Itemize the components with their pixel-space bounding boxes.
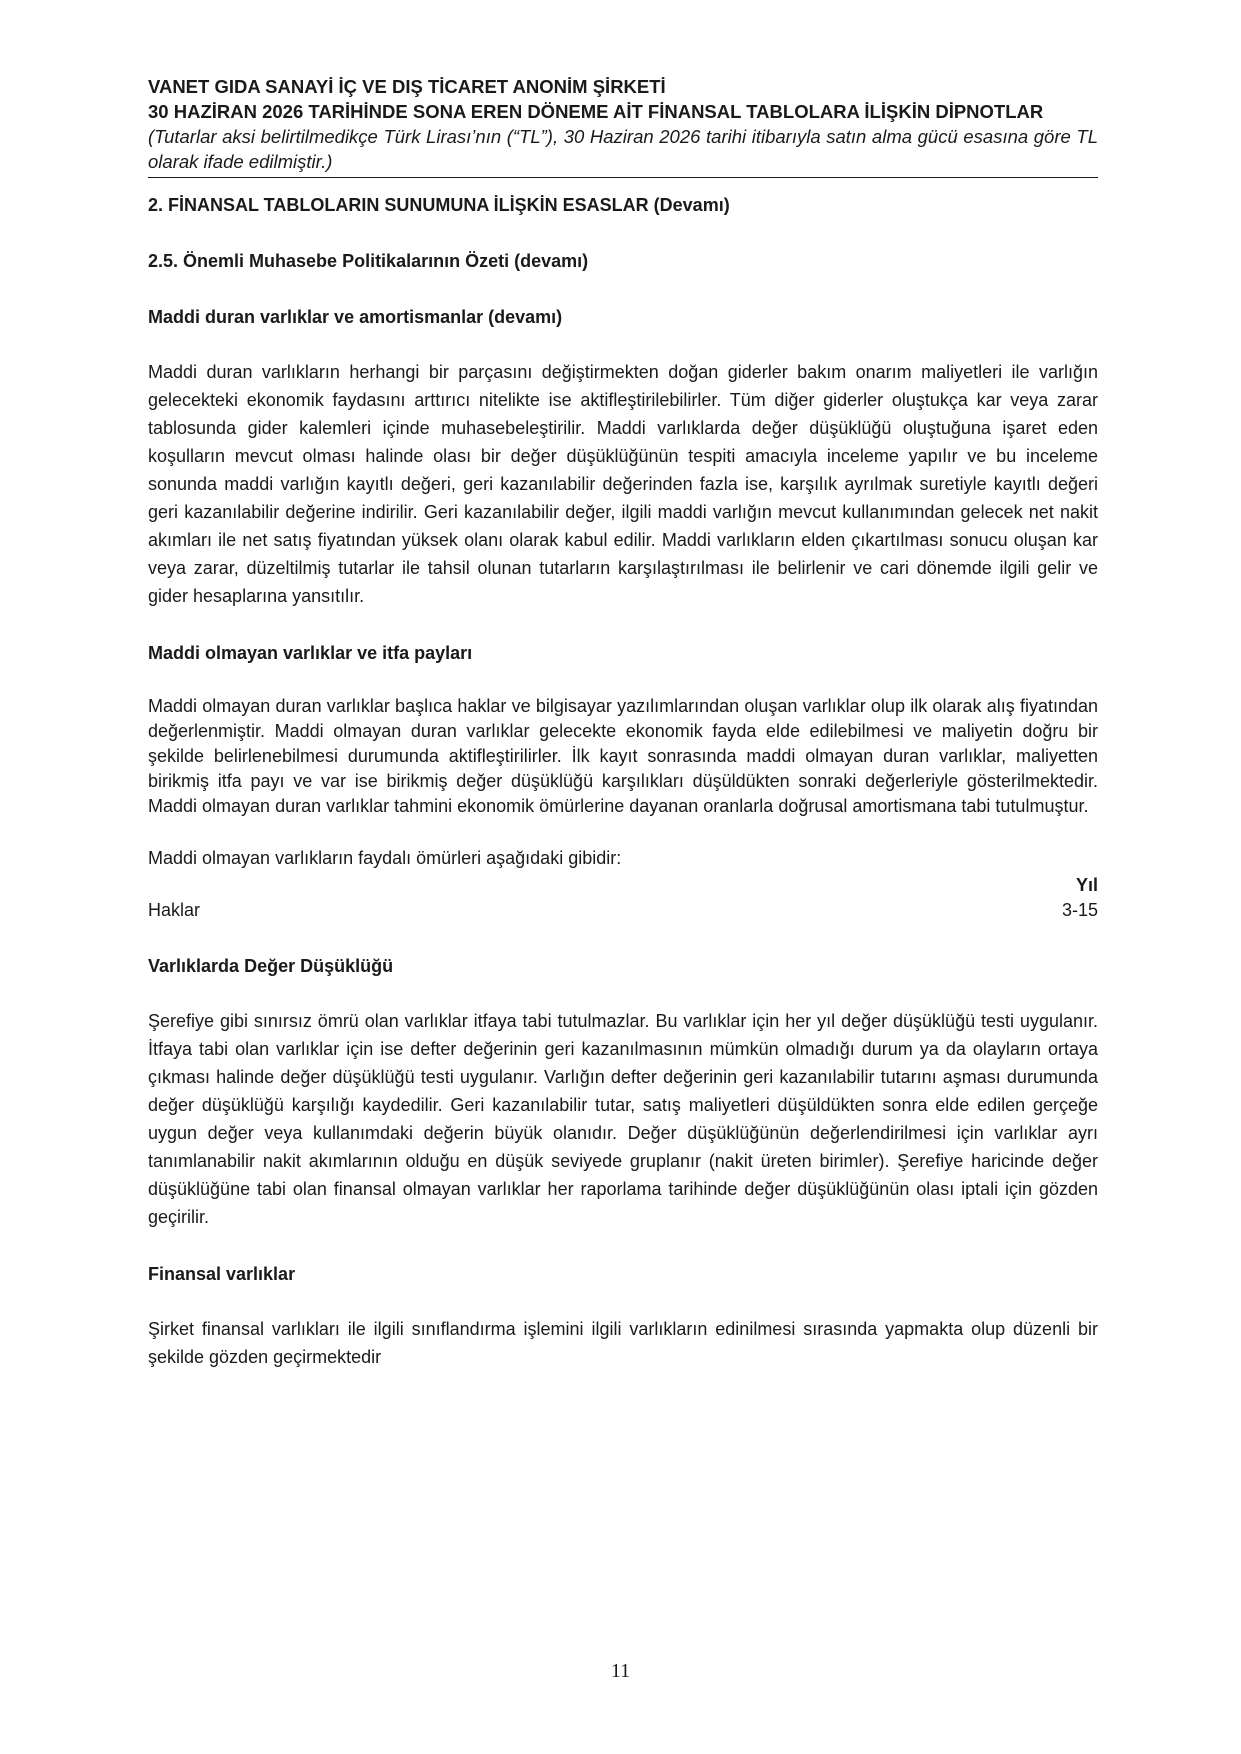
page-number: 11	[610, 1660, 631, 1682]
tangible-assets-title: Maddi duran varlıklar ve amortismanlar (devamı)	[148, 307, 563, 327]
page-header	[148, 74, 1098, 178]
section-title: 2. FİNANSAL TABLOLARIN SUNUMUNA İLİŞKİN ESASLAR (Devamı)	[148, 195, 730, 215]
financial-assets-title: Finansal varlıklar	[148, 1264, 296, 1284]
company-name: VANET GIDA SANAYİ İÇ VE DIŞ TİCARET ANONİM ŞİRKETİ	[148, 76, 666, 97]
intangible-assets-title: Maddi olmayan varlıklar ve itfa payları	[148, 643, 473, 663]
impairment-title: Varlıklarda Değer Düşüklüğü	[148, 956, 394, 976]
useful-lives-table	[148, 873, 1098, 923]
subsection-title: 2.5. Önemli Muhasebe Politikalarının Özeti (devamı)	[148, 251, 589, 271]
useful-lives-header-year: Yıl	[1075, 875, 1098, 895]
useful-lives-item: Haklar	[148, 900, 201, 920]
report-title: 30 HAZİRAN 2026 TARİHİNDE SONA EREN DÖNEME AİT FİNANSAL TABLOLARA İLİŞKİN DİPNOTLAR	[148, 101, 1044, 122]
useful-lives-years: 3-15	[1061, 900, 1098, 920]
intangible-assets-text: Maddi olmayan duran varlıklar başlıca haklar ve bilgisayar yazılımlarından oluşan varlıklar olup ilk olarak alış fiyatından değerlenmiştir. Maddi olmayan duran varlıklar gelecekte ekonomik fayda elde edilebilmesi ve maliyetin doğru bir şekilde belirlenebilmesi durumunda aktifleştirilirler. İlk kayıt sonrasında maddi olmayan duran varlıklar, maliyetten birikmiş itfa payı ve var ise birikmiş değer düşüklüğü karşılıkları düşüldükten sonraki değerleriyle gösterilmektedir. Maddi olmayan duran varlıklar tahmini ekonomik ömürlerine dayanan oranlarla doğrusal amortismana tabi tutulmuştur.	[148, 696, 1098, 816]
header-rule	[148, 177, 1098, 178]
table-row	[148, 897, 1098, 923]
document-page	[148, 74, 1098, 1371]
tangible-assets-text: Maddi duran varlıkların herhangi bir parçasını değiştirmekten doğan giderler bakım onarım maliyetleri ile varlığın gelecekteki ekonomik faydasını arttırıcı nitelikte ise aktifleştirilebilirler. Tüm diğer giderler oluştukça kar veya zarar tablosunda gider kalemleri içinde muhasebeleştirilir. Maddi varlıklarda değer düşüklüğü oluştuğuna işaret eden koşulların mevcut olması halinde olası bir değer düşüklüğünün tespiti amacıyla inceleme yapılır ve bu inceleme sonunda maddi varlığın kayıtlı değeri, geri kazanılabilir değerinden fazla ise, karşılık ayrılmak suretiyle kayıtlı değeri geri kazanılabilir değerine indirilir. Geri kazanılabilir değer, ilgili maddi varlığın mevcut kullanımından gelecek net nakit akımları ile net satış fiyatından yüksek olanı olarak kabul edilir. Maddi varlıkların elden çıkartılması sonucu oluşan kar veya zarar, düzeltilmiş tutarlar ile tahsil olunan tutarların karşılaştırılması ile belirlenir ve cari dönemde ilgili gelir ve gider hesaplarına yansıtılır.	[148, 362, 1098, 606]
impairment-text: Şerefiye gibi sınırsız ömrü olan varlıklar itfaya tabi tutulmazlar. Bu varlıklar için her yıl değer düşüklüğü testi uygulanır. İtfaya tabi olan varlıklar için ise defter değerinin geri kazanılmasının mümkün olmadığı durum ya da olayların ortaya çıkması halinde değer düşüklüğü testi uygulanır. Varlığın defter değerinin geri kazanılabilir tutarını aşması durumunda değer düşüklüğü karşılığı kaydedilir. Geri kazanılabilir tutar, satış maliyetleri düşüldükten sonra elde edilen gerçeğe uygun değer veya kullanımdaki değerin büyük olanıdır. Değer düşüklüğünün değerlendirilmesi için varlıklar ayrı tanımlanabilir nakit akımlarının olduğu en düşük seviyede gruplanır (nakit üreten birimler). Şerefiye haricinde değer düşüklüğüne tabi olan finansal olmayan varlıklar her raporlama tarihinde değer düşüklüğünün olası iptali için gözden geçirilir.	[148, 1011, 1098, 1227]
currency-note: (Tutarlar aksi belirtilmedikçe Türk Lirası’nın (“TL”), 30 Haziran 2026 tarihi itibarıyla satın alma gücü esasına göre TL olarak ifade edilmiştir.)	[148, 126, 1098, 172]
useful-lives-header-row	[148, 873, 1098, 897]
financial-assets-text: Şirket finansal varlıkları ile ilgili sınıflandırma işlemini ilgili varlıkların edinilmesi sırasında yapmakta olup düzenli bir şekilde gözden geçirmektedir	[148, 1319, 1098, 1367]
useful-lives-intro: Maddi olmayan varlıkların faydalı ömürleri aşağıdaki gibidir:	[148, 848, 622, 868]
